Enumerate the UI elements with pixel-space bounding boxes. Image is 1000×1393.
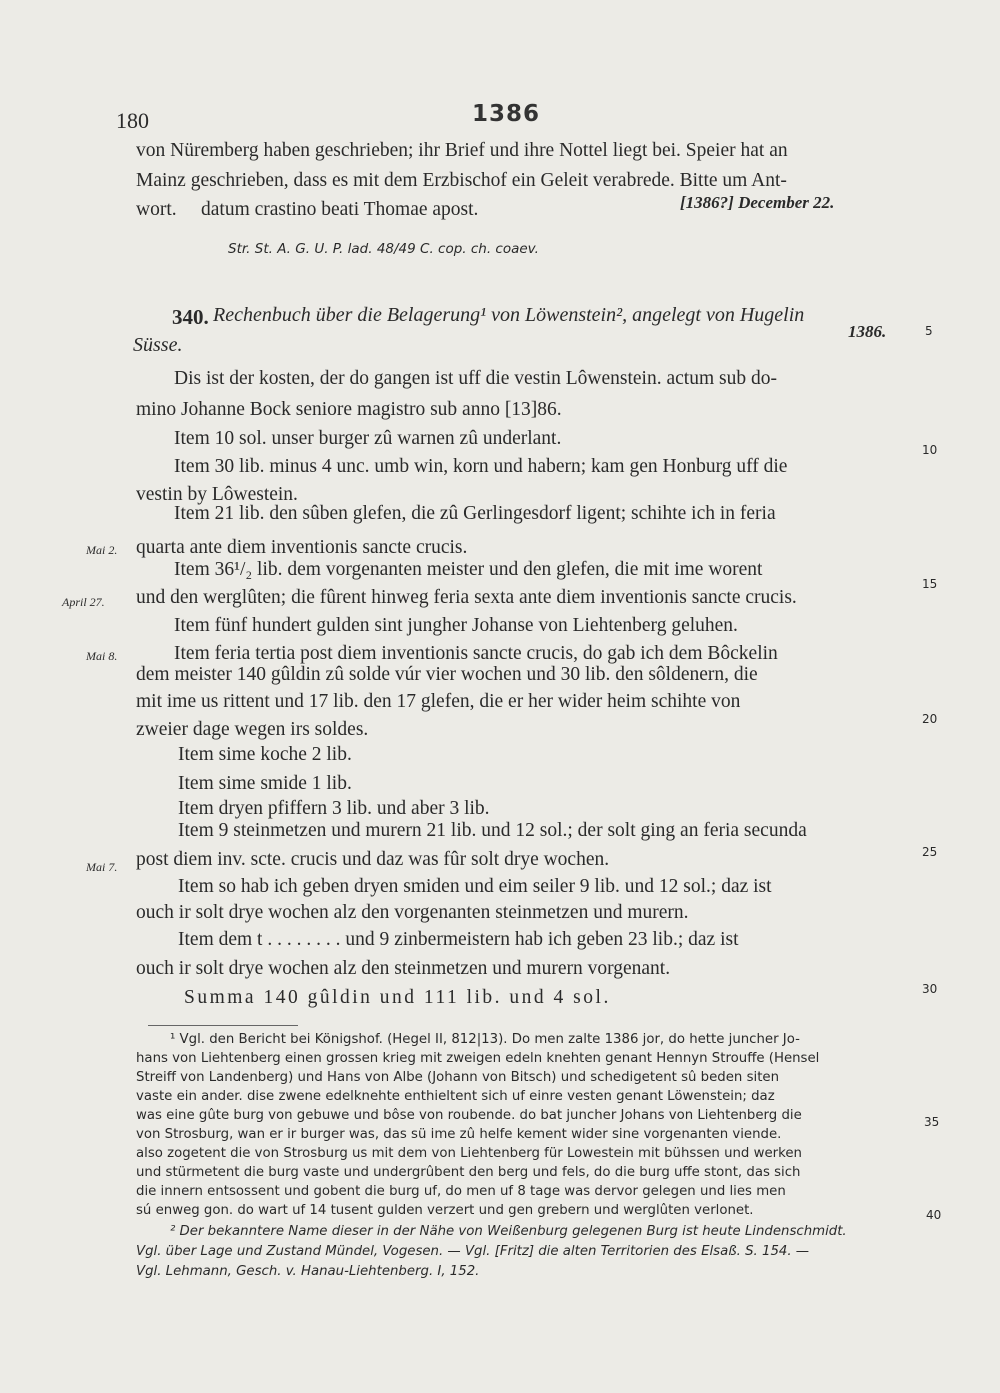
text-line: Item 9 steinmetzen und murern 21 lib. und 12 sol.; der solt ging an feria secunda (178, 820, 807, 841)
footnote-line: ² Der bekanntere Name dieser in der Nähe von Weißenburg gelegenen Burg ist heute Lindenschmidt. (170, 1224, 847, 1239)
text-line: vestin by Lôwestein. (136, 484, 298, 505)
footnote-line: also zogetent die von Strosburg us mit dem von Liehtenberg für Lowestein mit bühssen und werken (136, 1146, 802, 1161)
footnote-line: Streiff von Landenberg) und Hans von Albe (Johann von Bitsch) und schedigetent sû beden siten (136, 1070, 780, 1085)
text-line: Mainz geschrieben, dass es mit dem Erzbischof ein Geleit verabrede. Bitte um Ant- (136, 170, 787, 191)
text-line: mit ime us rittent und 17 lib. den 17 glefen, die er her wider heim schihte von (136, 691, 741, 712)
text-line: und den werglûten; die fûrent hinweg feria sexta ante diem inventionis sancte crucis. (136, 587, 797, 608)
text-line: Item fünf hundert gulden sint jungher Johanse von Liehtenberg geluhen. (174, 615, 738, 636)
footnote-rule (148, 1025, 298, 1026)
source-citation: Str. St. A. G. U. P. lad. 48/49 C. cop. ch. coaev. (228, 241, 539, 257)
text-line: von Nüremberg haben geschrieben; ihr Brief und ihre Nottel liegt bei. Speier hat an (136, 140, 788, 161)
text-line-summa: Summa 140 gûldin und 111 lib. und 4 sol. (184, 987, 611, 1008)
text-line: Item 30 lib. minus 4 unc. umb win, korn und habern; kam gen Honburg uff die (174, 456, 788, 477)
line-number: 25 (922, 845, 938, 859)
line-number: 5 (925, 324, 933, 338)
entry-title-cont: Süsse. (133, 334, 183, 356)
entry-number: 340. (172, 305, 209, 329)
text-line: ouch ir solt drye wochen alz den steinmetzen und murern vorgenant. (136, 958, 671, 979)
text-line: Item sime smide 1 lib. (178, 773, 352, 794)
footnote-line: was eine gûte burg von gebuwe und bôse von roubende. do bat juncher Johans von Liehtenberg die (136, 1108, 802, 1123)
entry-title: Rechenbuch über die Belagerung¹ von Löwenstein², angelegt von Hugelin (213, 304, 805, 326)
footnote-line: und stürmetent die burg vaste und undergrûbent den berg und fels, do die burg uffe stont, das sich (136, 1165, 801, 1180)
text-line: ouch ir solt drye wochen alz den vorgenanten steinmetzen und murern. (136, 902, 689, 923)
text-line: mino Johanne Bock seniore magistro sub anno [13]86. (136, 399, 562, 420)
line-number: 15 (922, 577, 938, 591)
text-line: post diem inv. scte. crucis und daz was fûr solt drye wochen. (136, 849, 610, 870)
text-line: Item dryen pfiffern 3 lib. und aber 3 lib. (178, 798, 490, 819)
footnote-line: Vgl. Lehmann, Gesch. v. Hanau-Liehtenberg. I, 152. (136, 1264, 480, 1279)
entry-year: 1386. (848, 322, 887, 341)
line-number: 40 (926, 1208, 942, 1222)
footnote-line: hans von Liehtenberg einen grossen krieg mit zweigen edeln knehten genant Hennyn Strouffe (Hensel (136, 1051, 820, 1066)
text-line: Dis ist der kosten, der do gangen ist uff die vestin Lôwenstein. actum sub do- (174, 368, 777, 389)
margin-date: April 27. (62, 595, 105, 609)
line-number: 20 (922, 712, 938, 726)
entry-date: [1386?] December 22. (680, 193, 835, 212)
text-line: zweier dage wegen irs soldes. (136, 719, 369, 740)
text-line: Item feria tertia post diem inventionis sancte crucis, do gab ich dem Bôckelin (174, 643, 778, 664)
text-line: Item sime koche 2 lib. (178, 744, 352, 765)
footnote-line: ¹ Vgl. den Bericht bei Königshof. (Hegel II, 812|13). Do men zalte 1386 jor, do hette juncher Jo- (170, 1032, 800, 1047)
line-number: 30 (922, 982, 938, 996)
text-line: wort. datum crastino beati Thomae apost. (136, 199, 479, 220)
text-line: Item 21 lib. den sûben glefen, die zû Gerlingesdorf ligent; schihte ich in feria (174, 503, 776, 524)
margin-date: Mai 8. (86, 649, 118, 663)
footnote-line: Vgl. über Lage und Zustand Mündel, Vogesen. — Vgl. [Fritz] die alten Territorien des Elsaß. S. 154. — (136, 1244, 810, 1259)
text-line: Item 10 sol. unser burger zû warnen zû underlant. (174, 428, 562, 449)
line-number: 35 (924, 1115, 940, 1129)
footnote-line: die innern entsossent und gobent die burg uf, do men uf 8 tage was dervor gelegen und lies men (136, 1184, 786, 1199)
footnote-line: sú enweg gon. do wart uf 14 tusent gulden verzert und gen grebern und werglûten verlonet. (136, 1203, 754, 1218)
text-line: quarta ante diem inventionis sancte crucis. (136, 537, 468, 558)
margin-date: Mai 2. (86, 543, 118, 557)
footnote-line: vaste ein ander. dise zwene edelknehte enthieltent sich uf einre vesten genant Löwenstein; daz (136, 1089, 775, 1104)
page-number: 180 (116, 108, 149, 133)
text-line: Item dem t . . . . . . . . und 9 zinbermeistern hab ich geben 23 lib.; daz ist (178, 929, 739, 950)
margin-date: Mai 7. (86, 860, 118, 874)
running-year: 1386 (472, 101, 541, 127)
footnote-line: von Strosburg, wan er ir burger was, das sü ime zû helfe kement wider sine vorgenanten viende. (136, 1127, 782, 1142)
line-number: 10 (922, 443, 938, 457)
text-line: dem meister 140 gûldin zû solde vúr vier wochen und 30 lib. den sôldenern, die (136, 664, 758, 685)
text-line: Item so hab ich geben dryen smiden und eim seiler 9 lib. und 12 sol.; daz ist (178, 876, 772, 897)
text-line: Item 36¹/₂ lib. dem vorgenanten meister und den glefen, die mit ime worent (174, 559, 763, 580)
